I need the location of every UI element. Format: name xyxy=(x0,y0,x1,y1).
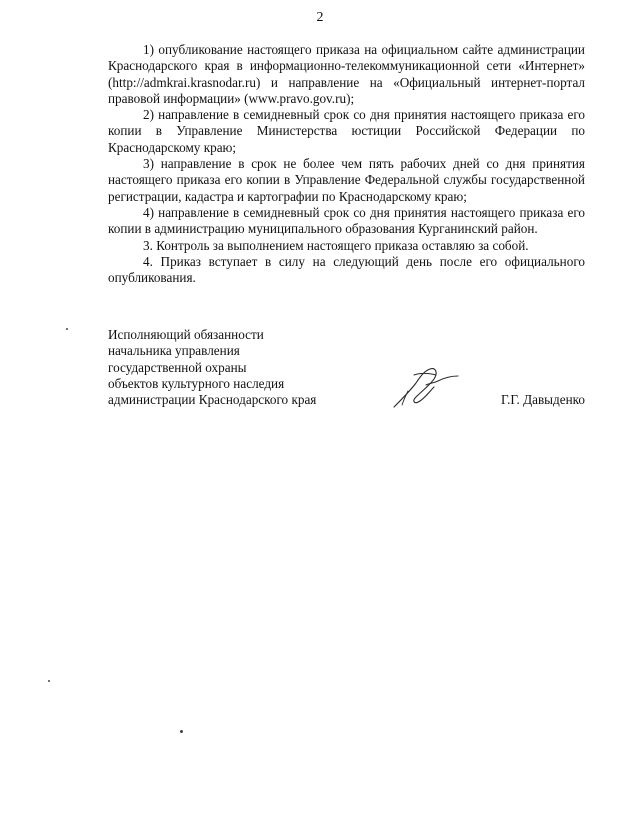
position-line: государственной охраны xyxy=(108,359,247,375)
scan-speck xyxy=(48,680,50,682)
position-line: начальника управления xyxy=(108,343,240,359)
signer-position xyxy=(108,327,316,408)
paragraph-1-publication: 1) опубликование настоящего приказа на официальном сайте администрации Краснодарского края в информационно-телекоммуникационной сети «Интернет» (http://admkrai.krasnodar.ru) и направление на «Официальный интернет-портал правовой информации» (www.pravo.gov.ru); xyxy=(108,42,585,106)
paragraph-2-ministry-of-justice: 2) направление в семидневный срок со дня принятия настоящего приказа его копии в Управление Министерства юстиции Российской Федерации по Краснодарскому краю; xyxy=(108,107,585,155)
signature-block xyxy=(108,327,585,417)
document-body xyxy=(108,42,585,286)
paragraph-3-rosreestr: 3) направление в срок не более чем пять рабочих дней со дня принятия настоящего приказа его копии в Управление Федеральной службы государственной регистрации, кадастра и картографии по Краснодарскому краю; xyxy=(108,156,585,204)
scan-speck xyxy=(66,328,68,330)
paragraph-entry-into-force: 4. Приказ вступает в силу на следующий день после его официального опубликования. xyxy=(108,253,585,286)
position-line: администрации Краснодарского края xyxy=(108,392,317,408)
position-line: Исполняющий обязанности xyxy=(108,327,264,342)
signer-name: Г.Г. Давыденко xyxy=(500,392,585,407)
scan-speck xyxy=(180,730,183,733)
paragraph-4-municipality: 4) направление в семидневный срок со дня принятия настоящего приказа его копии в администрацию муниципального образования Курганинский район. xyxy=(108,204,585,237)
page-number: 2 xyxy=(316,10,324,25)
position-line: объектов культурного наследия xyxy=(108,375,285,391)
paragraph-control-clause: 3. Контроль за выполнением настоящего приказа оставляю за собой. xyxy=(143,237,529,253)
handwritten-signature-icon xyxy=(390,361,460,411)
